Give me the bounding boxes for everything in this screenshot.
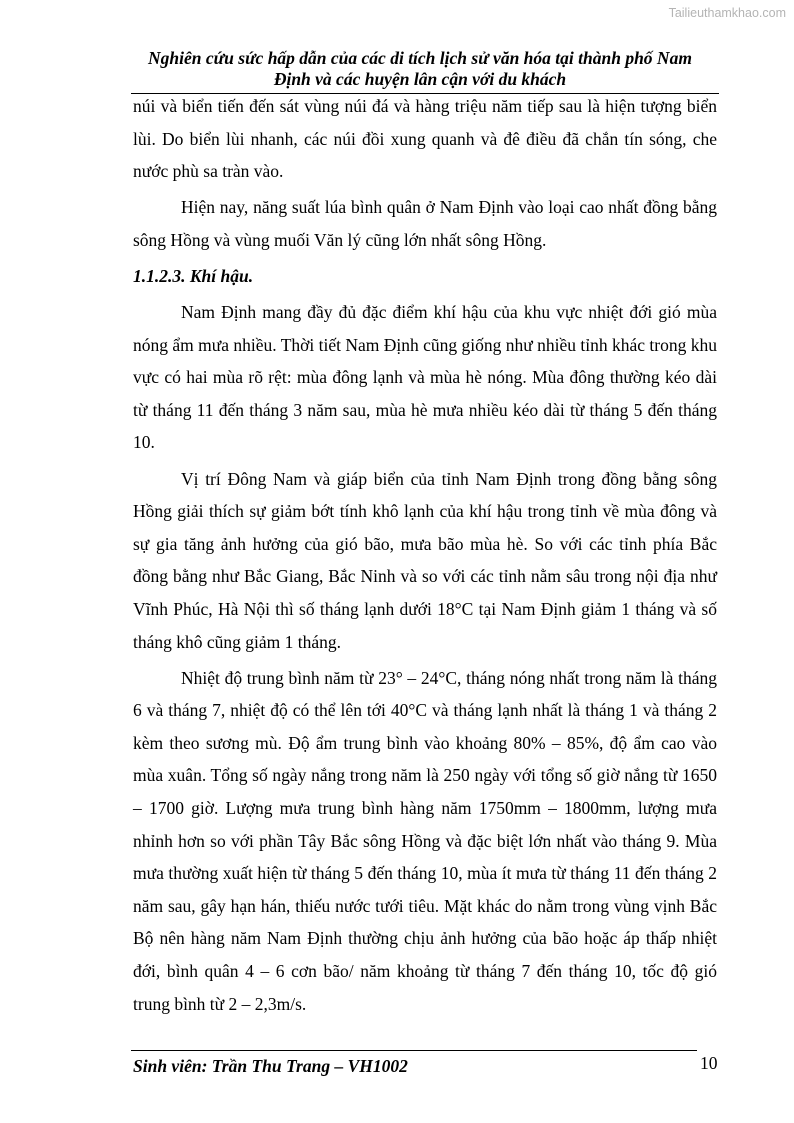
paragraph-continuation: núi và biển tiến đến sát vùng núi đá và hàng triệu năm tiếp sau là hiện tượng biển lùi. Do biển lùi nhanh, các núi đồi xung quanh và đê điều đã chắn tín sóng, che nước phù sa tràn vào.	[133, 96, 717, 182]
paragraph-location-effects: Vị trí Đông Nam và giáp biển của tỉnh Nam Định trong đồng bằng sông Hồng giải thích sự giảm bớt tính khô lạnh của khí hậu trong tỉnh về mùa đông và sự gia tăng ảnh hưởng của gió bão, mưa bão mùa hè. So với các tỉnh phía Bắc đồng bằng như Bắc Giang, Bắc Ninh và so với các tỉnh nằm sâu trong nội địa như Vĩnh Phúc, Hà Nội thì số tháng lạnh dưới 18°C tại Nam Định giảm 1 tháng và số tháng khô cũng giảm 1 tháng.	[133, 468, 717, 652]
watermark: Tailieuthamkhao.com	[668, 6, 786, 20]
document-body	[133, 90, 717, 1024]
paragraph-rice-yield: Hiện nay, năng suất lúa bình quân ở Nam Định vào loại cao nhất đồng bằng sông Hồng và vùng muối Văn lý cũng lớn nhất sông Hồng.	[133, 197, 717, 250]
section-heading-climate: 1.1.2.3. Khí hậu.	[133, 265, 254, 286]
footer-divider	[131, 1050, 697, 1051]
page-number: 10	[700, 1053, 718, 1073]
paragraph-climate-overview: Nam Định mang đầy đủ đặc điểm khí hậu của khu vực nhiệt đới gió mùa nóng ẩm mưa nhiều. Thời tiết Nam Định cũng giống như nhiều tỉnh khác trong khu vực có hai mùa rõ rệt: mùa đông lạnh và mùa hè nóng. Mùa đông thường kéo dài từ tháng 11 đến tháng 3 năm sau, mùa hè mưa nhiều kéo dài từ tháng 5 đến tháng 10.	[133, 302, 717, 453]
paragraph-temperature-rainfall: Nhiệt độ trung bình năm từ 23° – 24°C, tháng nóng nhất trong năm là tháng 6 và tháng 7, nhiệt độ có thể lên tới 40°C và tháng lạnh nhất là tháng 1 và tháng 2 kèm theo sương mù. Độ ẩm trung bình vào khoảng 80% – 85%, độ ẩm cao vào mùa xuân. Tổng số ngày nắng trong năm là 250 ngày với tổng số giờ nắng từ 1650 – 1700 giờ. Lượng mưa trung bình hàng năm 1750mm – 1800mm, lượng mưa nhỉnh hơn so với phần Tây Bắc sông Hồng và đặc biệt lớn nhất vào tháng 9. Mùa mưa thường xuất hiện từ tháng 5 đến tháng 10, mùa ít mưa từ tháng 11 đến tháng 2 năm sau, gây hạn hán, thiếu nước tưới tiêu. Mặt khác do nằm trong vùng vịnh Bắc Bộ nên hàng năm Nam Định thường chịu ảnh hưởng của bão hoặc áp thấp nhiệt đới, bình quân 4 – 6 cơn bão/ năm khoảng từ tháng 7 đến tháng 10, tốc độ gió trung bình từ 2 – 2,3m/s.	[133, 667, 717, 1014]
header-title-line-2: Định và các huyện lân cận với du khách	[273, 69, 567, 89]
header-title-line-1: Nghiên cứu sức hấp dẫn của các di tích lịch sử văn hóa tại thành phố Nam	[148, 48, 692, 68]
footer-author: Sinh viên: Trần Thu Trang – VH1002	[133, 1056, 408, 1076]
page-header	[120, 48, 720, 90]
